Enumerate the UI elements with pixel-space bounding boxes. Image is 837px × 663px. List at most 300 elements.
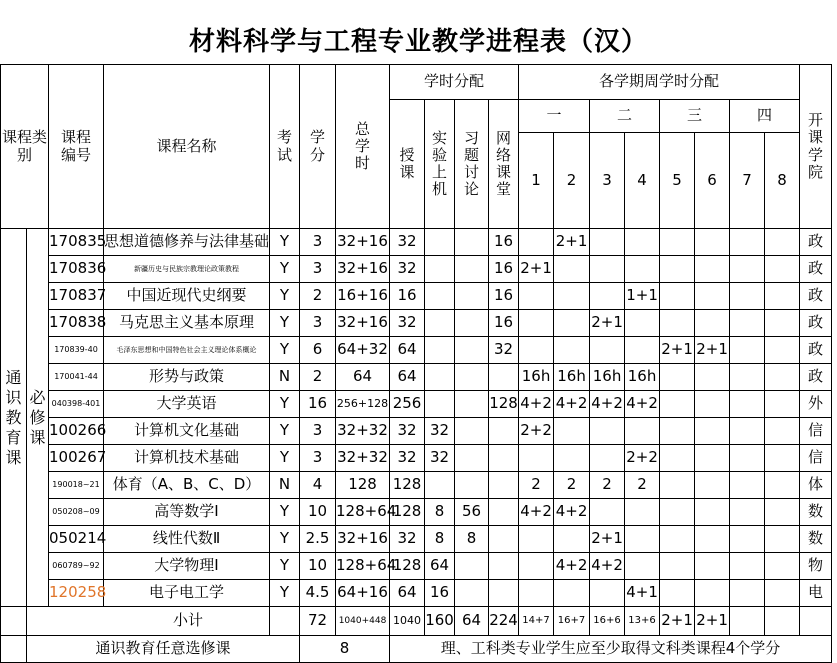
semester-hours-2 [554,337,590,364]
semester-hours-3: 4+2 [590,553,625,580]
table-row [1,580,832,607]
course-college: 政 [800,364,832,391]
course-exam: Y [270,553,300,580]
header-semester-dist: 各学期周学时分配 [519,65,800,100]
semester-hours-5 [660,526,695,553]
table-row [1,418,832,445]
course-exam: Y [270,229,300,256]
course-credit: 3 [300,256,336,283]
semester-hours-2: 2 [554,472,590,499]
elective-row [1,636,832,663]
semester-hours-6: 2+1 [695,337,730,364]
course-college: 政 [800,256,832,283]
semester-hours-5 [660,283,695,310]
elective-note: 理、工科类专业学生应至少取得文科类课程4个学分 [390,636,832,663]
course-tutorial [455,445,489,472]
course-code: 040398-401 [49,391,104,418]
course-lab [425,229,455,256]
semester-hours-2: 16h [554,364,590,391]
course-name: 新疆历史与民族宗教理论政策教程 [104,256,270,283]
table-row [1,553,832,580]
course-lab: 32 [425,445,455,472]
course-tutorial: 56 [455,499,489,526]
subtotal-semester-7 [730,607,765,636]
semester-hours-4 [625,310,660,337]
course-code: 190018~21 [49,472,104,499]
table-row [1,499,832,526]
table-row [1,229,832,256]
course-credit: 10 [300,553,336,580]
course-total-hours: 64 [336,364,390,391]
course-college: 政 [800,229,832,256]
semester-hours-5 [660,364,695,391]
course-tutorial [455,229,489,256]
semester-hours-6 [695,256,730,283]
course-online [489,364,519,391]
semester-hours-4: 16h [625,364,660,391]
course-lecture: 32 [390,526,425,553]
semester-hours-2 [554,526,590,553]
course-lab: 64 [425,553,455,580]
course-total-hours: 128 [336,472,390,499]
course-lab: 32 [425,418,455,445]
table-row [1,283,832,310]
semester-hours-4 [625,418,660,445]
course-name: 电子电工学 [104,580,270,607]
semester-hours-5 [660,310,695,337]
course-code: 060789~92 [49,553,104,580]
header-name: 课程名称 [104,65,270,229]
header-exam: 考试 [270,65,300,229]
course-credit: 2 [300,364,336,391]
course-total-hours: 32+16 [336,229,390,256]
course-lab [425,283,455,310]
course-total-hours: 32+32 [336,445,390,472]
semester-hours-5 [660,499,695,526]
course-credit: 16 [300,391,336,418]
semester-hours-3: 4+2 [590,391,625,418]
semester-hours-4 [625,256,660,283]
course-total-hours: 64+16 [336,580,390,607]
course-lecture: 128 [390,553,425,580]
course-college: 政 [800,337,832,364]
course-college: 数 [800,526,832,553]
semester-hours-6 [695,553,730,580]
course-code: 170041-44 [49,364,104,391]
semester-hours-4 [625,526,660,553]
course-name: 计算机文化基础 [104,418,270,445]
semester-hours-7 [730,310,765,337]
semester-hours-8 [765,283,800,310]
semester-hours-3 [590,256,625,283]
subtotal-online: 224 [489,607,519,636]
course-tutorial [455,418,489,445]
course-code: 050208~09 [49,499,104,526]
semester-hours-2: 4+2 [554,391,590,418]
course-code: 170838 [49,310,104,337]
semester-hours-1: 2+1 [519,256,554,283]
semester-hours-2 [554,256,590,283]
semester-hours-1 [519,553,554,580]
semester-hours-7 [730,283,765,310]
table-row [1,472,832,499]
course-college: 外 [800,391,832,418]
course-online [489,472,519,499]
page-title: 材料科学与工程专业教学进程表（汉） [188,27,648,57]
semester-hours-3: 2+1 [590,526,625,553]
course-lecture: 64 [390,580,425,607]
semester-hours-2 [554,418,590,445]
course-credit: 3 [300,445,336,472]
semester-hours-1: 16h [519,364,554,391]
semester-hours-5 [660,418,695,445]
header-semester-6: 6 [695,133,730,229]
course-lab [425,391,455,418]
course-college: 体 [800,472,832,499]
semester-hours-7 [730,499,765,526]
course-online: 16 [489,229,519,256]
subtotal-semester-6: 2+1 [695,607,730,636]
course-name: 计算机技术基础 [104,445,270,472]
course-name: 中国近现代史纲要 [104,283,270,310]
semester-hours-3 [590,337,625,364]
course-lecture: 32 [390,445,425,472]
table-row [1,391,832,418]
semester-hours-7 [730,337,765,364]
header-semester-7: 7 [730,133,765,229]
semester-hours-1 [519,337,554,364]
course-online [489,499,519,526]
course-exam: Y [270,256,300,283]
semester-hours-6 [695,445,730,472]
subtotal-college [800,607,832,636]
subtotal-label: 小计 [27,607,270,636]
course-online: 16 [489,310,519,337]
subtotal-total-hours: 1040+448 [336,607,390,636]
course-total-hours: 16+16 [336,283,390,310]
course-lecture: 32 [390,310,425,337]
course-code: 050214 [49,526,104,553]
course-name: 大学英语 [104,391,270,418]
semester-hours-7 [730,391,765,418]
course-tutorial [455,310,489,337]
semester-hours-5 [660,553,695,580]
semester-hours-7 [730,553,765,580]
semester-hours-7 [730,364,765,391]
group-category: 通识教育课 [1,229,27,607]
semester-hours-6 [695,283,730,310]
semester-hours-1 [519,526,554,553]
header-code: 课程编号 [49,65,104,229]
semester-hours-1 [519,229,554,256]
course-online: 16 [489,283,519,310]
subtotal-semester-1: 14+7 [519,607,554,636]
header-row-1 [1,65,832,100]
header-year-2: 二 [590,100,660,133]
subtotal-semester-3: 16+6 [590,607,625,636]
course-lecture: 32 [390,418,425,445]
course-code: 100267 [49,445,104,472]
course-college: 物 [800,553,832,580]
course-lecture: 256 [390,391,425,418]
semester-hours-2 [554,580,590,607]
subtotal-lecture: 1040 [390,607,425,636]
course-exam: Y [270,337,300,364]
semester-hours-1: 2+2 [519,418,554,445]
course-exam: Y [270,499,300,526]
header-semester-1: 1 [519,133,554,229]
semester-hours-5 [660,229,695,256]
header-category: 课程类别 [1,65,49,229]
semester-hours-8 [765,418,800,445]
semester-hours-3 [590,418,625,445]
course-exam: Y [270,526,300,553]
course-name: 线性代数Ⅱ [104,526,270,553]
semester-hours-5 [660,445,695,472]
semester-hours-3 [590,445,625,472]
course-college: 政 [800,283,832,310]
course-lab [425,364,455,391]
table-row [1,256,832,283]
course-credit: 3 [300,310,336,337]
header-lab: 实验上机 [425,100,455,229]
semester-hours-3: 2+1 [590,310,625,337]
semester-hours-2 [554,445,590,472]
course-exam: N [270,364,300,391]
header-college: 开课学院 [800,65,832,229]
semester-hours-1: 4+2 [519,499,554,526]
course-name: 思想道德修养与法律基础 [104,229,270,256]
semester-hours-6 [695,391,730,418]
table-row [1,310,832,337]
elective-label: 通识教育任意选修课 [27,636,300,663]
semester-hours-1: 2 [519,472,554,499]
header-year-4: 四 [730,100,800,133]
semester-hours-8 [765,337,800,364]
group-type: 必修课 [27,229,49,607]
course-college: 政 [800,310,832,337]
course-total-hours: 32+16 [336,310,390,337]
course-lab [425,472,455,499]
course-tutorial: 8 [455,526,489,553]
course-lecture: 64 [390,364,425,391]
semester-hours-8 [765,472,800,499]
semester-hours-8 [765,364,800,391]
course-exam: Y [270,445,300,472]
header-online: 网络课堂 [489,100,519,229]
subtotal-exam [270,607,300,636]
semester-hours-1 [519,310,554,337]
semester-hours-4: 4+1 [625,580,660,607]
semester-hours-4 [625,553,660,580]
elective-blank [1,636,27,663]
course-lecture: 64 [390,337,425,364]
subtotal-lab: 160 [425,607,455,636]
semester-hours-7 [730,445,765,472]
semester-hours-2 [554,310,590,337]
course-online [489,526,519,553]
semester-hours-3 [590,229,625,256]
course-lecture: 32 [390,229,425,256]
course-online: 16 [489,256,519,283]
semester-hours-8 [765,526,800,553]
semester-hours-5: 2+1 [660,337,695,364]
semester-hours-1 [519,283,554,310]
course-exam: Y [270,283,300,310]
course-code: 170836 [49,256,104,283]
course-online [489,580,519,607]
course-lecture: 128 [390,472,425,499]
semester-hours-7 [730,526,765,553]
course-tutorial [455,553,489,580]
semester-hours-8 [765,553,800,580]
course-code: 170835 [49,229,104,256]
semester-hours-3 [590,580,625,607]
course-tutorial [455,580,489,607]
semester-hours-5 [660,472,695,499]
course-total-hours: 32+32 [336,418,390,445]
header-year-3: 三 [660,100,730,133]
curriculum-table [0,64,832,663]
course-code: 100266 [49,418,104,445]
semester-hours-2: 4+2 [554,499,590,526]
course-tutorial [455,391,489,418]
semester-hours-6 [695,364,730,391]
course-college: 数 [800,499,832,526]
course-credit: 3 [300,229,336,256]
semester-hours-5 [660,391,695,418]
semester-hours-8 [765,256,800,283]
course-lab [425,310,455,337]
semester-hours-6 [695,310,730,337]
course-lab [425,337,455,364]
course-credit: 4.5 [300,580,336,607]
semester-hours-8 [765,310,800,337]
table-row [1,364,832,391]
course-name: 大学物理Ⅰ [104,553,270,580]
semester-hours-7 [730,472,765,499]
table-row [1,526,832,553]
course-credit: 6 [300,337,336,364]
course-online [489,418,519,445]
semester-hours-4 [625,337,660,364]
header-hour-dist: 学时分配 [390,65,519,100]
elective-credit: 8 [300,636,390,663]
semester-hours-3 [590,499,625,526]
semester-hours-1 [519,580,554,607]
header-total-hours: 总学时 [336,65,390,229]
course-tutorial [455,256,489,283]
course-total-hours: 32+16 [336,256,390,283]
course-name: 毛泽东思想和中国特色社会主义理论体系概论 [104,337,270,364]
semester-hours-6 [695,472,730,499]
course-lab: 8 [425,526,455,553]
course-online [489,445,519,472]
header-year-1: 一 [519,100,590,133]
semester-hours-3: 2 [590,472,625,499]
subtotal-semester-8 [765,607,800,636]
table-row [1,337,832,364]
semester-hours-4 [625,229,660,256]
course-code: 170839-40 [49,337,104,364]
semester-hours-7 [730,229,765,256]
course-exam: Y [270,310,300,337]
course-exam: Y [270,580,300,607]
semester-hours-6 [695,499,730,526]
semester-hours-6 [695,580,730,607]
semester-hours-4 [625,499,660,526]
course-online [489,553,519,580]
course-total-hours: 32+16 [336,526,390,553]
course-exam: N [270,472,300,499]
course-credit: 10 [300,499,336,526]
course-total-hours: 256+128 [336,391,390,418]
course-exam: Y [270,391,300,418]
subtotal-semester-5: 2+1 [660,607,695,636]
semester-hours-2: 4+2 [554,553,590,580]
course-code: 170837 [49,283,104,310]
course-credit: 2 [300,283,336,310]
semester-hours-4: 2 [625,472,660,499]
course-lab: 16 [425,580,455,607]
course-lecture: 16 [390,283,425,310]
header-semester-4: 4 [625,133,660,229]
course-credit: 4 [300,472,336,499]
course-tutorial [455,283,489,310]
semester-hours-8 [765,445,800,472]
course-total-hours: 64+32 [336,337,390,364]
course-name: 高等数学Ⅰ [104,499,270,526]
header-semester-8: 8 [765,133,800,229]
semester-hours-1: 4+2 [519,391,554,418]
semester-hours-6 [695,418,730,445]
course-college: 信 [800,445,832,472]
course-college: 电 [800,580,832,607]
subtotal-tutorial: 64 [455,607,489,636]
header-tutorial: 习题讨论 [455,100,489,229]
subtotal-row [1,607,832,636]
header-semester-3: 3 [590,133,625,229]
subtotal-credit: 72 [300,607,336,636]
course-name: 体育（A、B、C、D） [104,472,270,499]
course-tutorial [455,364,489,391]
header-semester-2: 2 [554,133,590,229]
semester-hours-7 [730,580,765,607]
header-lecture: 授课 [390,100,425,229]
semester-hours-7 [730,256,765,283]
semester-hours-8 [765,229,800,256]
course-online: 32 [489,337,519,364]
semester-hours-5 [660,256,695,283]
course-name: 形势与政策 [104,364,270,391]
course-total-hours: 128+64 [336,553,390,580]
course-lab [425,256,455,283]
semester-hours-3: 16h [590,364,625,391]
semester-hours-6 [695,229,730,256]
table-row [1,445,832,472]
semester-hours-3 [590,283,625,310]
semester-hours-4: 2+2 [625,445,660,472]
semester-hours-6 [695,526,730,553]
semester-hours-8 [765,499,800,526]
semester-hours-7 [730,418,765,445]
semester-hours-2 [554,283,590,310]
semester-hours-8 [765,580,800,607]
header-credit: 学分 [300,65,336,229]
course-total-hours: 128+64 [336,499,390,526]
subtotal-semester-2: 16+7 [554,607,590,636]
course-name: 马克思主义基本原理 [104,310,270,337]
